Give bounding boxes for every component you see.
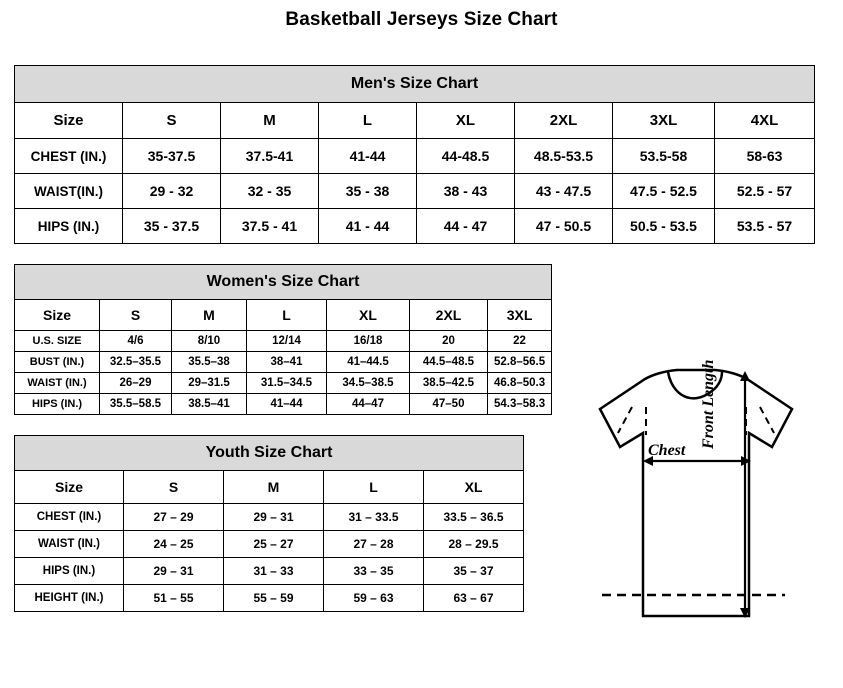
mens-cell: 37.5-41 — [221, 139, 319, 174]
youth-row-label: WAIST (IN.) — [15, 531, 124, 558]
youth-cell: 63 – 67 — [424, 585, 524, 612]
jersey-body-outline — [600, 370, 792, 616]
womens-cell: 35.5–38 — [172, 352, 247, 373]
mens-chart-title: Men's Size Chart — [15, 66, 815, 103]
youth-header-row — [15, 471, 524, 504]
womens-row-label: WAIST (IN.) — [15, 373, 100, 394]
womens-header-cell: S — [100, 300, 172, 331]
table-row — [15, 174, 815, 209]
womens-cell: 46.8–50.3 — [488, 373, 552, 394]
youth-cell: 27 – 28 — [324, 531, 424, 558]
mens-row-label: CHEST (IN.) — [15, 139, 123, 174]
youth-cell: 33.5 – 36.5 — [424, 504, 524, 531]
womens-chart-title-row — [15, 265, 552, 300]
womens-header-cell: L — [247, 300, 327, 331]
mens-header-cell: M — [221, 103, 319, 139]
mens-cell: 48.5-53.5 — [515, 139, 613, 174]
womens-cell: 35.5–58.5 — [100, 394, 172, 415]
table-row — [15, 209, 815, 244]
youth-row-label: CHEST (IN.) — [15, 504, 124, 531]
womens-header-row — [15, 300, 552, 331]
mens-cell: 47.5 - 52.5 — [613, 174, 715, 209]
front-length-label: Front Length — [700, 359, 717, 449]
youth-cell: 29 – 31 — [124, 558, 224, 585]
womens-cell: 22 — [488, 331, 552, 352]
womens-cell: 44–47 — [327, 394, 410, 415]
womens-chart-title: Women's Size Chart — [15, 265, 552, 300]
mens-header-row — [15, 103, 815, 139]
mens-cell: 29 - 32 — [123, 174, 221, 209]
jersey-measurement-diagram — [540, 361, 835, 671]
table-row — [15, 373, 552, 394]
youth-cell: 28 – 29.5 — [424, 531, 524, 558]
mens-header-cell: 2XL — [515, 103, 613, 139]
mens-size-chart-table — [14, 65, 815, 244]
womens-header-cell: XL — [327, 300, 410, 331]
womens-cell: 38.5–42.5 — [410, 373, 488, 394]
mens-cell: 35 - 38 — [319, 174, 417, 209]
mens-cell: 41-44 — [319, 139, 417, 174]
youth-row-label: HEIGHT (IN.) — [15, 585, 124, 612]
table-row — [15, 585, 524, 612]
womens-header-cell: 3XL — [488, 300, 552, 331]
mens-header-cell: L — [319, 103, 417, 139]
youth-cell: 55 – 59 — [224, 585, 324, 612]
youth-cell: 29 – 31 — [224, 504, 324, 531]
mens-header-cell: S — [123, 103, 221, 139]
table-row — [15, 504, 524, 531]
youth-cell: 31 – 33.5 — [324, 504, 424, 531]
mens-cell: 44 - 47 — [417, 209, 515, 244]
mens-cell: 37.5 - 41 — [221, 209, 319, 244]
mens-cell: 43 - 47.5 — [515, 174, 613, 209]
womens-row-label: BUST (IN.) — [15, 352, 100, 373]
womens-row-label: U.S. SIZE — [15, 331, 100, 352]
womens-header-cell: M — [172, 300, 247, 331]
womens-cell: 41–44 — [247, 394, 327, 415]
mens-header-cell: Size — [15, 103, 123, 139]
chest-label: Chest — [648, 442, 686, 459]
youth-row-label: HIPS (IN.) — [15, 558, 124, 585]
womens-cell: 38–41 — [247, 352, 327, 373]
table-row — [15, 352, 552, 373]
mens-cell: 47 - 50.5 — [515, 209, 613, 244]
youth-cell: 35 – 37 — [424, 558, 524, 585]
youth-size-chart-table — [14, 435, 524, 612]
womens-cell: 54.3–58.3 — [488, 394, 552, 415]
mens-cell: 53.5 - 57 — [715, 209, 815, 244]
youth-cell: 33 – 35 — [324, 558, 424, 585]
youth-header-cell: L — [324, 471, 424, 504]
table-row — [15, 139, 815, 174]
mens-header-cell: 4XL — [715, 103, 815, 139]
womens-size-chart-table — [14, 264, 552, 415]
womens-cell: 16/18 — [327, 331, 410, 352]
table-row — [15, 394, 552, 415]
womens-cell: 8/10 — [172, 331, 247, 352]
youth-chart-title: Youth Size Chart — [15, 436, 524, 471]
mens-header-cell: 3XL — [613, 103, 715, 139]
womens-cell: 41–44.5 — [327, 352, 410, 373]
mens-row-label: HIPS (IN.) — [15, 209, 123, 244]
youth-header-cell: S — [124, 471, 224, 504]
table-row — [15, 558, 524, 585]
womens-cell: 38.5–41 — [172, 394, 247, 415]
table-row — [15, 331, 552, 352]
youth-cell: 25 – 27 — [224, 531, 324, 558]
mens-cell: 41 - 44 — [319, 209, 417, 244]
mens-cell: 44-48.5 — [417, 139, 515, 174]
womens-header-cell: 2XL — [410, 300, 488, 331]
youth-cell: 59 – 63 — [324, 585, 424, 612]
womens-cell: 44.5–48.5 — [410, 352, 488, 373]
womens-cell: 47–50 — [410, 394, 488, 415]
youth-chart-title-row — [15, 436, 524, 471]
mens-cell: 53.5-58 — [613, 139, 715, 174]
mens-cell: 58-63 — [715, 139, 815, 174]
mens-cell: 38 - 43 — [417, 174, 515, 209]
womens-cell: 12/14 — [247, 331, 327, 352]
womens-cell: 20 — [410, 331, 488, 352]
youth-cell: 24 – 25 — [124, 531, 224, 558]
womens-cell: 52.8–56.5 — [488, 352, 552, 373]
youth-cell: 27 – 29 — [124, 504, 224, 531]
womens-header-cell: Size — [15, 300, 100, 331]
womens-cell: 34.5–38.5 — [327, 373, 410, 394]
youth-cell: 31 – 33 — [224, 558, 324, 585]
table-row — [15, 531, 524, 558]
womens-row-label: HIPS (IN.) — [15, 394, 100, 415]
womens-cell: 29–31.5 — [172, 373, 247, 394]
page-title: Basketball Jerseys Size Chart — [285, 9, 558, 30]
mens-cell: 50.5 - 53.5 — [613, 209, 715, 244]
youth-cell: 51 – 55 — [124, 585, 224, 612]
mens-cell: 35-37.5 — [123, 139, 221, 174]
womens-cell: 31.5–34.5 — [247, 373, 327, 394]
womens-cell: 32.5–35.5 — [100, 352, 172, 373]
youth-header-cell: M — [224, 471, 324, 504]
mens-chart-title-row — [15, 66, 815, 103]
womens-cell: 4/6 — [100, 331, 172, 352]
mens-cell: 52.5 - 57 — [715, 174, 815, 209]
mens-row-label: WAIST(IN.) — [15, 174, 123, 209]
jersey-outline-svg — [540, 361, 835, 661]
mens-cell: 32 - 35 — [221, 174, 319, 209]
youth-header-cell: XL — [424, 471, 524, 504]
youth-header-cell: Size — [15, 471, 124, 504]
mens-cell: 35 - 37.5 — [123, 209, 221, 244]
mens-header-cell: XL — [417, 103, 515, 139]
womens-cell: 26–29 — [100, 373, 172, 394]
